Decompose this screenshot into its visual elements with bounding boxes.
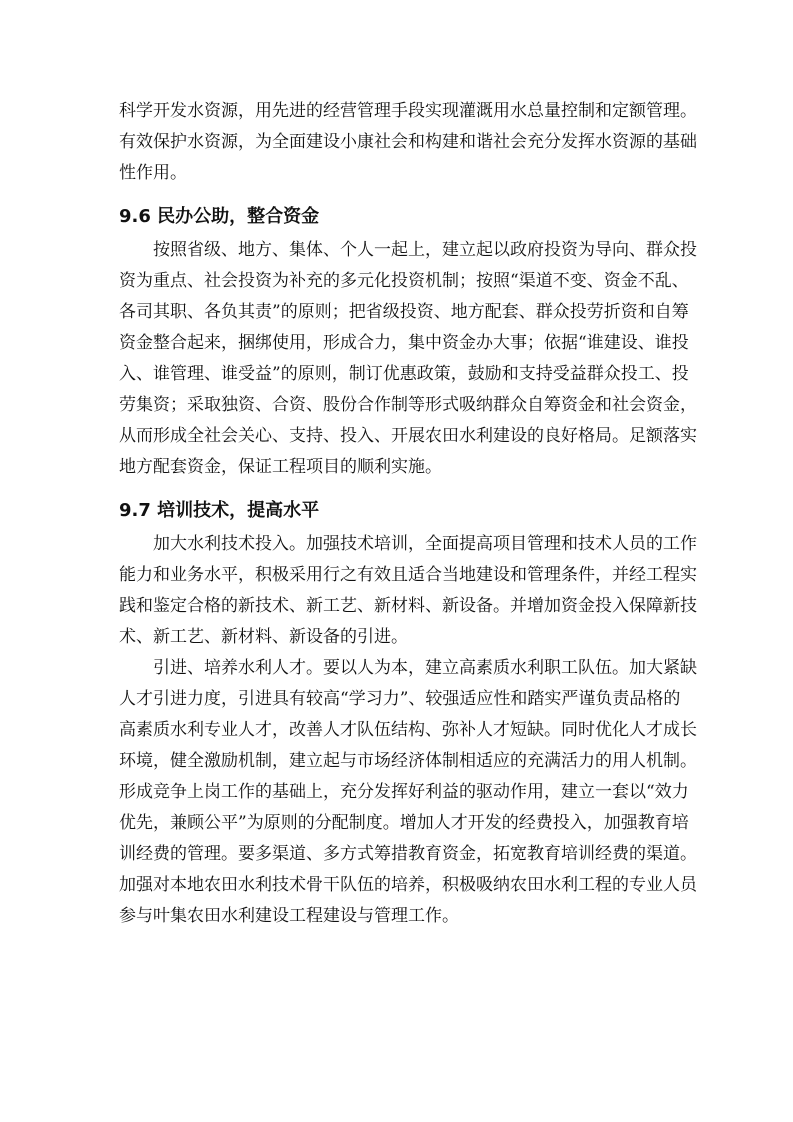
paragraph-line: 资金整合起来，捆绑使用，形成合力，集中资金办大事；依据“谁建设、谁投 — [119, 333, 689, 353]
paragraph-line: 践和鉴定合格的新技术、新工艺、新材料、新设备。并增加资金投入保障新技 — [119, 596, 697, 616]
section-9-7-paragraph-1 — [119, 529, 697, 653]
paragraph-line: 引进、培养水利人才。要以人为本，建立高素质水利职工队伍。加大紧缺 — [153, 658, 697, 678]
intro-line: 性作用。 — [119, 163, 187, 183]
intro-line: 科学开发水资源，用先进的经营管理手段实现灌溉用水总量控制和定额管理。 — [119, 101, 697, 121]
paragraph-line: 高素质水利专业人才，改善人才队伍结构、弥补人才短缺。同时优化人才成长 — [119, 720, 697, 740]
document-page — [119, 96, 697, 932]
paragraph-line: 按照省级、地方、集体、个人一起上，建立起以政府投资为导向、群众投 — [153, 240, 697, 260]
paragraph-line: 地方配套资金，保证工程项目的顺利实施。 — [119, 457, 442, 477]
paragraph-line: 各司其职、各负其责”的原则；把省级投资、地方配套、群众投劳折资和自筹 — [119, 302, 689, 322]
paragraph-line: 形成竞争上岗工作的基础上，充分发挥好利益的驱动作用，建立一套以“效力 — [119, 782, 689, 802]
paragraph-line: 劳集资；采取独资、合资、股份合作制等形式吸纳群众自筹资金和社会资金， — [119, 395, 697, 415]
paragraph-line: 术、新工艺、新材料、新设备的引进。 — [119, 627, 408, 647]
paragraph-line: 加强对本地农田水利技术骨干队伍的培养，积极吸纳农田水利工程的专业人员 — [119, 875, 697, 895]
section-9-6-paragraph — [119, 235, 697, 483]
paragraph-line: 资为重点、社会投资为补充的多元化投资机制；按照“渠道不变、资金不乱、 — [119, 271, 689, 291]
section-heading-9-7: 9.7 培训技术，提高水平 — [119, 500, 320, 521]
paragraph-line: 优先，兼顾公平”为原则的分配制度。增加人才开发的经费投入，加强教育培 — [119, 813, 689, 833]
paragraph-line: 能力和业务水平，积极采用行之有效且适合当地建设和管理条件，并经工程实 — [119, 565, 697, 585]
intro-paragraph — [119, 96, 697, 189]
paragraph-line: 环境，健全激励机制，建立起与市场经济体制相适应的充满活力的用人机制。 — [119, 751, 697, 771]
section-9-7-paragraph-2 — [119, 653, 697, 932]
paragraph-line: 参与叶集农田水利建设工程建设与管理工作。 — [119, 906, 459, 926]
paragraph-line: 加大水利技术投入。加强技术培训，全面提高项目管理和技术人员的工作 — [153, 534, 697, 554]
paragraph-line: 从而形成全社会关心、支持、投入、开展农田水利建设的良好格局。足额落实 — [119, 426, 697, 446]
paragraph-line: 入、谁管理、谁受益”的原则，制订优惠政策，鼓励和支持受益群众投工、投 — [119, 364, 689, 384]
section-heading-9-6: 9.6 民办公助，整合资金 — [119, 206, 320, 227]
intro-line: 有效保护水资源，为全面建设小康社会和构建和谐社会充分发挥水资源的基础 — [119, 132, 697, 152]
paragraph-line: 训经费的管理。要多渠道、多方式筹措教育资金，拓宽教育培训经费的渠道。 — [119, 844, 697, 864]
paragraph-line: 人才引进力度，引进具有较高“学习力”、较强适应性和踏实严谨负责品格的 — [119, 689, 681, 709]
